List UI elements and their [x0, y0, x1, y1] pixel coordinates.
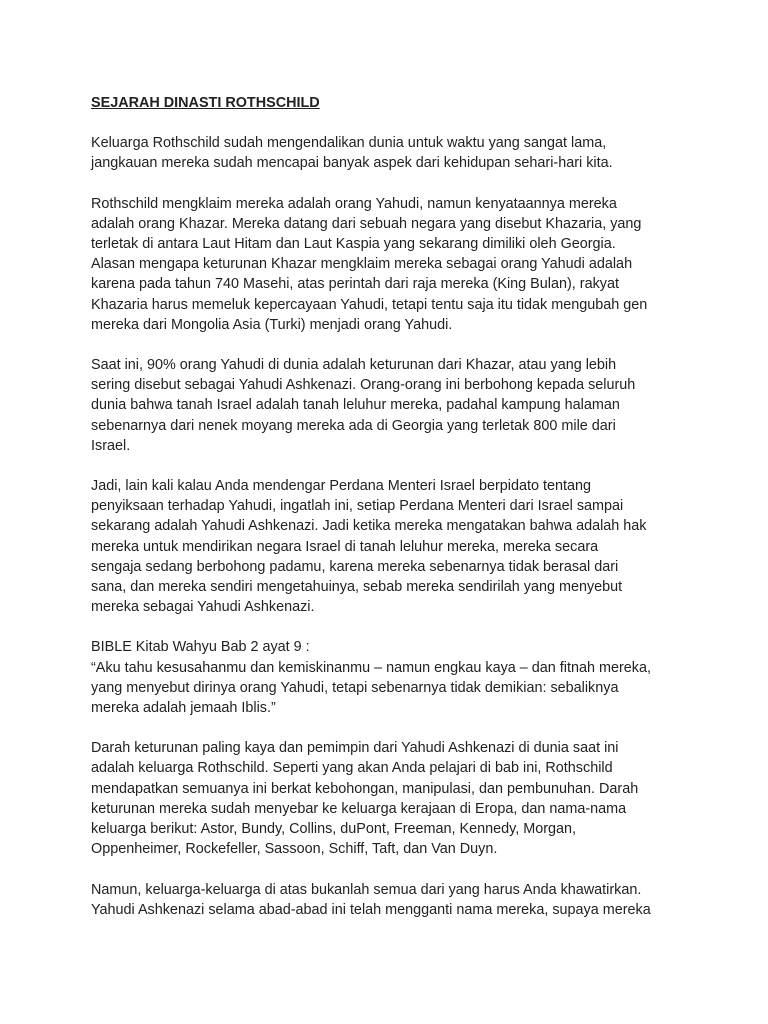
paragraph-line: sekarang adalah Yahudi Ashkenazi. Jadi ketika mereka mengatakan bahwa adalah hak: [91, 518, 647, 535]
paragraph-line: sengaja sedang berbohong padamu, karena mereka sebenarnya tidak berasal dari: [91, 558, 619, 575]
paragraph: [91, 476, 686, 617]
paragraph-line: Khazaria harus memeluk kepercayaan Yahudi, tetapi tentu saja itu tidak mengubah gen: [91, 296, 648, 313]
paragraph-line: mereka dari Mongolia Asia (Turki) menjadi orang Yahudi.: [91, 316, 453, 333]
paragraph-line: keluarga berikut: Astor, Bundy, Collins, duPont, Freeman, Kennedy, Morgan,: [91, 821, 577, 838]
paragraph-line: “Aku tahu kesusahanmu dan kemiskinanmu – namun engkau kaya – dan fitnah mereka,: [91, 659, 651, 676]
paragraph-list: [91, 133, 686, 920]
paragraph-line: Darah keturunan paling kaya dan pemimpin dari Yahudi Ashkenazi di dunia saat ini: [91, 740, 619, 757]
paragraph-line: adalah orang Khazar. Mereka datang dari sebuah negara yang disebut Khazaria, yang: [91, 215, 642, 232]
paragraph-line: Rothschild mengklaim mereka adalah orang Yahudi, namun kenyataannya mereka: [91, 195, 617, 212]
paragraph-line: sering disebut sebagai Yahudi Ashkenazi. Orang-orang ini berbohong kepada seluruh: [91, 377, 636, 394]
paragraph-line: mereka adalah jemaah Iblis.”: [91, 700, 276, 717]
paragraph-line: dunia bahwa tanah Israel adalah tanah leluhur mereka, padahal kampung halaman: [91, 397, 620, 414]
paragraph-line: Keluarga Rothschild sudah mengendalikan dunia untuk waktu yang sangat lama,: [91, 135, 607, 152]
paragraph-line: BIBLE Kitab Wahyu Bab 2 ayat 9 :: [91, 639, 310, 656]
paragraph-line: karena pada tahun 740 Masehi, atas perintah dari raja mereka (King Bulan), rakyat: [91, 276, 619, 293]
paragraph-line: Alasan mengapa keturunan Khazar mengklaim mereka sebagai orang Yahudi adalah: [91, 256, 633, 273]
paragraph-line: mereka sebagai Yahudi Ashkenazi.: [91, 599, 315, 616]
paragraph-line: sebenarnya dari nenek moyang mereka ada di Georgia yang terletak 800 mile dari: [91, 417, 616, 434]
document-title: SEJARAH DINASTI ROTHSCHILD: [91, 95, 320, 111]
paragraph: [91, 880, 686, 920]
paragraph-line: Oppenheimer, Rockefeller, Sassoon, Schiff, Taft, dan Van Duyn.: [91, 841, 498, 858]
paragraph: [91, 355, 686, 456]
paragraph-line: Israel.: [91, 437, 131, 454]
paragraph: [91, 133, 686, 173]
paragraph-line: yang menyebut dirinya orang Yahudi, tetapi sebenarnya tidak demikian: sebaliknya: [91, 679, 619, 696]
paragraph: [91, 637, 686, 718]
paragraph-line: penyiksaan terhadap Yahudi, ingatlah ini, setiap Perdana Menteri dari Israel sampai: [91, 498, 624, 515]
paragraph-line: terletak di antara Laut Hitam dan Laut Kaspia yang sekarang dimiliki oleh Georgia.: [91, 236, 616, 253]
paragraph: [91, 738, 686, 859]
paragraph-line: Saat ini, 90% orang Yahudi di dunia adalah keturunan dari Khazar, atau yang lebih: [91, 357, 617, 374]
paragraph-line: keturunan mereka sudah menyebar ke keluarga kerajaan di Eropa, dan nama-nama: [91, 800, 627, 817]
paragraph-line: mendapatkan semuanya ini berkat kebohongan, manipulasi, dan pembunuhan. Darah: [91, 780, 639, 797]
paragraph-line: sana, dan mereka sendiri mengetahuinya, sebab mereka sendirilah yang menyebut: [91, 579, 623, 596]
paragraph-line: adalah keluarga Rothschild. Seperti yang akan Anda pelajari di bab ini, Rothschild: [91, 760, 613, 777]
paragraph-line: Yahudi Ashkenazi selama abad-abad ini telah mengganti nama mereka, supaya mereka: [91, 901, 651, 918]
paragraph: [91, 194, 686, 335]
paragraph-line: Jadi, lain kali kalau Anda mendengar Perdana Menteri Israel berpidato tentang: [91, 478, 591, 495]
paragraph-line: Namun, keluarga-keluarga di atas bukanlah semua dari yang harus Anda khawatirkan.: [91, 881, 642, 898]
document-body: [91, 93, 686, 940]
paragraph-line: mereka untuk mendirikan negara Israel di tanah leluhur mereka, mereka secara: [91, 538, 599, 555]
paragraph-line: jangkauan mereka sudah mencapai banyak aspek dari kehidupan sehari-hari kita.: [91, 155, 613, 172]
